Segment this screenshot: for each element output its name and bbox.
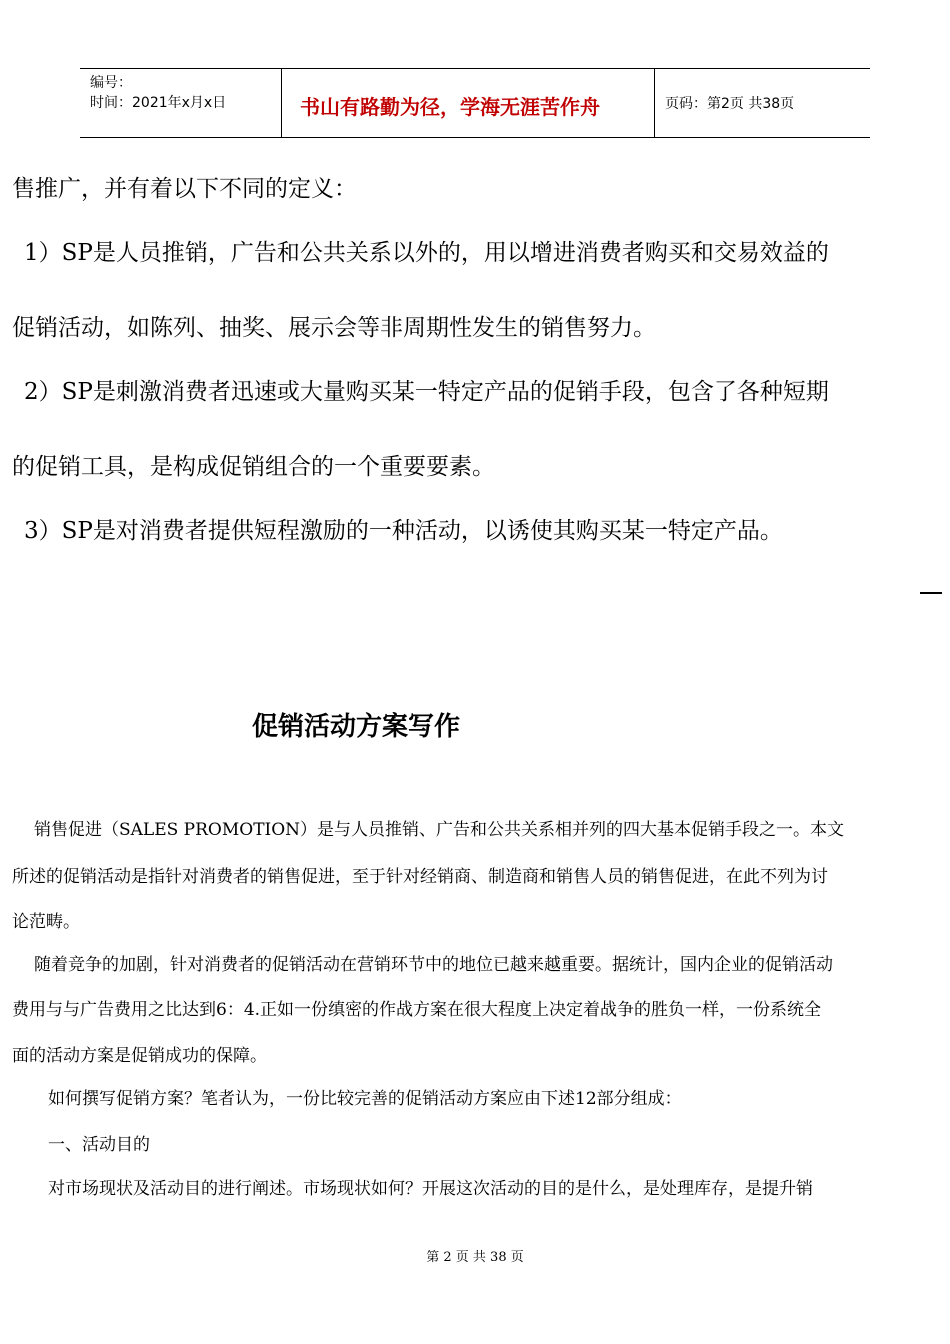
paragraph-line: 销售促进（SALES PROMOTION）是与人员推销、广告和公共关系相并列的四大基本促销手段之一。本文: [34, 820, 845, 840]
header-motto-cell: [282, 69, 655, 137]
definition-3-line-1: 3）SP是对消费者提供短程激励的一种活动，以诱使其购买某一特定产品。: [24, 518, 783, 544]
section-title: 促销活动方案写作: [252, 712, 461, 742]
text-line: 售推广，并有着以下不同的定义：: [12, 176, 357, 202]
page-footer: 第 2 页 共 38 页: [426, 1250, 524, 1265]
header-table: [80, 68, 870, 138]
paragraph-line: 所述的促销活动是指针对消费者的销售促进，至于针对经销商、制造商和销售人员的销售促进，在此不列为讨: [12, 867, 828, 887]
paragraph-line: 费用与与广告费用之比达到6：4.正如一份缜密的作战方案在很大程度上决定着战争的胜负一样，一份系统全: [12, 1000, 822, 1020]
definition-2-line-1: 2）SP是刺激消费者迅速或大量购买某一特定产品的促销手段，包含了各种短期: [24, 379, 829, 405]
paragraph-line: 论范畴。: [12, 912, 80, 932]
code-label: 编号：: [90, 75, 132, 91]
paragraph-line: 对市场现状及活动目的进行阐述。市场现状如何？开展这次活动的目的是什么，是处理库存，是提升销: [48, 1179, 813, 1199]
definition-1-line-1: 1）SP是人员推销，广告和公共关系以外的，用以增进消费者购买和交易效益的: [24, 240, 829, 266]
header-left-cell: [80, 69, 282, 137]
definition-2-line-2: 的促销工具，是构成促销组合的一个重要要素。: [12, 454, 495, 480]
paragraph-line: 面的活动方案是促销成功的保障。: [12, 1046, 267, 1066]
header-motto: 书山有路勤为径，学海无涯苦作舟: [300, 95, 600, 119]
definition-1-line-2: 促销活动，如陈列、抽奖、展示会等非周期性发生的销售努力。: [12, 315, 656, 341]
date-label: 时间：2021年x月x日: [90, 95, 227, 111]
dash-mark: [920, 592, 942, 594]
section-heading-1: 一、活动目的: [48, 1135, 150, 1155]
paragraph-line: 随着竞争的加剧，针对消费者的促销活动在营销环节中的地位已越来越重要。据统计，国内企业的促销活动: [34, 955, 833, 975]
header-page-info: 页码：第2页 共38页: [665, 96, 795, 112]
paragraph-line: 如何撰写促销方案？笔者认为，一份比较完善的促销活动方案应由下述12部分组成：: [48, 1089, 682, 1109]
